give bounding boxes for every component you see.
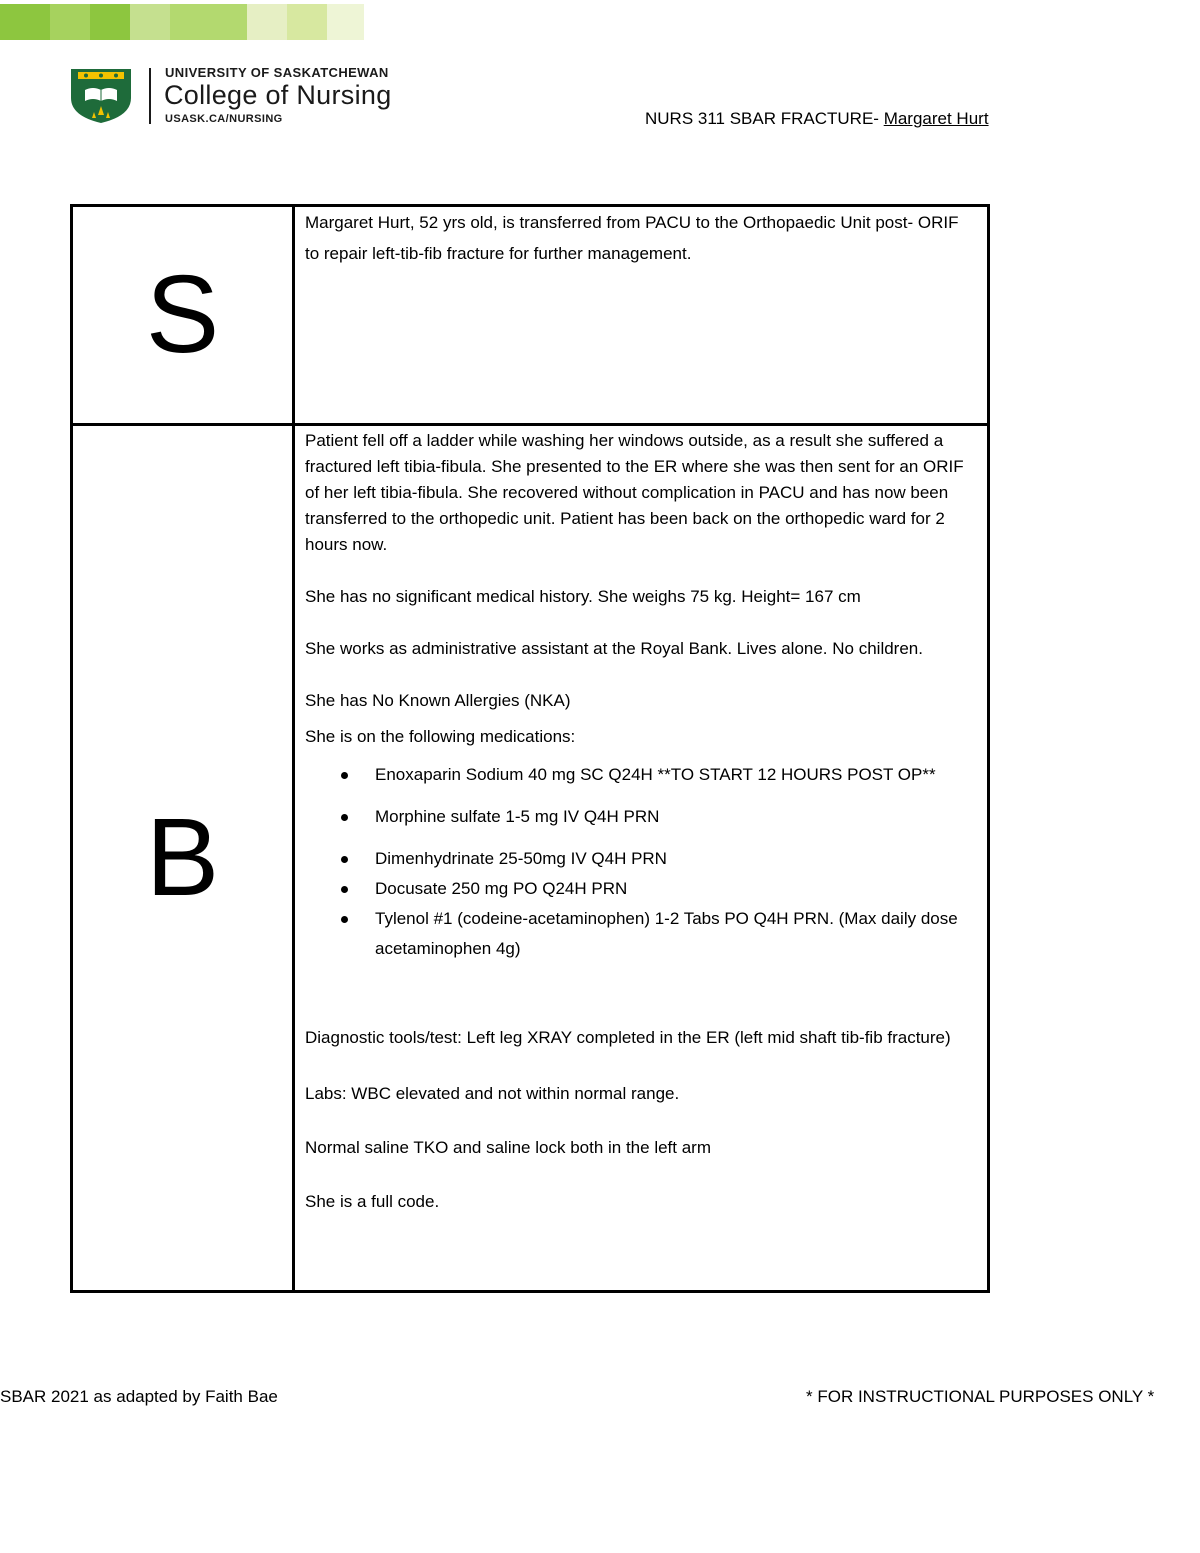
background-content-cell — [294, 425, 989, 1292]
title-prefix: NURS 311 SBAR FRACTURE- — [645, 109, 884, 128]
university-name: UNIVERSITY OF SASKATCHEWAN — [165, 65, 389, 80]
situation-letter: S — [145, 253, 220, 376]
situation-content-cell — [294, 206, 989, 425]
background-letter: B — [145, 796, 220, 919]
medication-item: Docusate 250 mg PO Q24H PRN — [375, 874, 977, 904]
band-block — [50, 4, 90, 40]
background-diagnostics: Diagnostic tools/test: Left leg XRAY completed in the ER (left mid shaft tib-fib fracture) — [305, 1028, 951, 1047]
college-name: College of Nursing — [164, 80, 392, 110]
college-url: USASK.CA/NURSING — [165, 113, 283, 125]
university-crest-icon — [70, 68, 132, 124]
band-block — [247, 4, 287, 40]
band-block — [170, 4, 247, 40]
band-block — [130, 4, 170, 40]
footer-disclaimer: * FOR INSTRUCTIONAL PURPOSES ONLY * — [806, 1387, 1155, 1406]
situation-text: Margaret Hurt, 52 yrs old, is transferred from PACU to the Orthopaedic Unit post- ORIF to repair left-tib-fib fracture for further management. — [305, 213, 959, 263]
document-title — [645, 109, 989, 129]
background-medical-history: She has no significant medical history. She weighs 75 kg. Height= 167 cm — [305, 587, 861, 606]
medication-item: Enoxaparin Sodium 40 mg SC Q24H **TO START 12 HOURS POST OP** — [375, 760, 977, 790]
background-letter-cell — [72, 425, 294, 1292]
band-block — [327, 4, 364, 40]
band-block — [90, 4, 130, 40]
background-code-status: She is a full code. — [305, 1192, 440, 1211]
medication-item: Dimenhydrinate 25-50mg IV Q4H PRN — [375, 844, 977, 874]
medications-intro: She is on the following medications: — [305, 727, 576, 746]
band-block — [0, 4, 50, 40]
medication-item: Morphine sulfate 1-5 mg IV Q4H PRN — [375, 802, 977, 832]
background-row — [72, 425, 989, 1292]
medication-list — [305, 760, 977, 964]
background-allergies: She has No Known Allergies (NKA) — [305, 691, 571, 710]
medication-item: Tylenol #1 (codeine-acetaminophen) 1-2 Tabs PO Q4H PRN. (Max daily dose acetaminophen 4g) — [375, 904, 977, 964]
background-social-history: She works as administrative assistant at the Royal Bank. Lives alone. No children. — [305, 639, 923, 658]
footer-attribution: SBAR 2021 as adapted by Faith Bae — [0, 1387, 278, 1406]
background-history: Patient fell off a ladder while washing her windows outside, as a result she suffered a fractured left tibia-fibula. She presented to the ER where she was then sent for an ORIF of her left tibia-fibula. She recovered without complication in PACU and has now been transferred to the orthopedic unit. Patient has been back on the orthopedic ward for 2 hours now. — [305, 431, 964, 554]
situation-row — [72, 206, 989, 425]
background-labs: Labs: WBC elevated and not within normal range. — [305, 1084, 680, 1103]
patient-name: Margaret Hurt — [883, 109, 989, 128]
situation-letter-cell — [72, 206, 294, 425]
background-iv-access: Normal saline TKO and saline lock both in the left arm — [305, 1138, 711, 1157]
logo-divider — [149, 68, 151, 124]
band-block — [287, 4, 327, 40]
sbar-table — [70, 204, 990, 1293]
